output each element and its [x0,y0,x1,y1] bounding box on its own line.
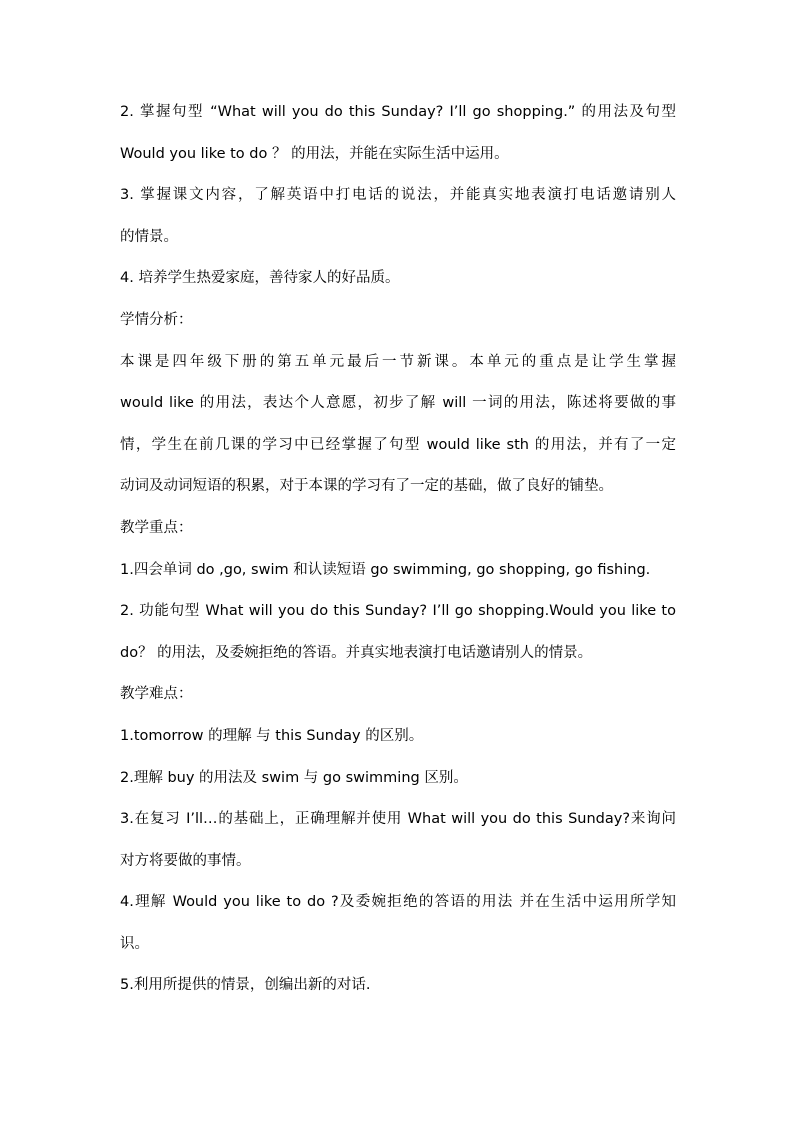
document-page [120,92,676,1007]
text-line-5: 4. 培养学生热爱家庭，善待家人的好品质。 [120,270,400,287]
text-line-22: 5.利用所提供的情景，创编出新的对话. [120,977,371,994]
text-line-1: 2. 掌握句型 “What will you do this Sunday? I’ll go shopping.” 的用法及句型 [120,104,676,120]
text-line-16: 1.tomorrow 的理解 与 this Sunday 的区别。 [120,727,424,744]
text-line-21: 识。 [120,935,149,952]
text-line-2: Would you like to do ？ 的用法，并能在实际生活中运用。 [120,145,509,162]
text-line-12: 1.四会单词 do ,go, swim 和认读短语 go swimming, go shopping, go fishing. [120,561,651,578]
text-line-19: 对方将要做的事情。 [120,852,251,869]
text-line-8: would like 的用法，表达个人意愿，初步了解 will 一词的用法，陈述将要做的事 [120,395,676,412]
text-line-7: 本课是四年级下册的第五单元最后一节新课。本单元的重点是让学生掌握 [120,353,676,370]
text-line-14: do？ 的用法，及委婉拒绝的答语。并真实地表演打电话邀请别人的情景。 [120,644,593,661]
text-line-13: 2. 功能句型 What will you do this Sunday? I’ll go shopping.Would you like to [120,603,676,620]
section-heading-key-points: 教学重点： [120,519,193,536]
text-line-18: 3.在复习 I’ll…的基础上，正确理解并使用 What will you do this Sunday?来询问 [120,811,676,828]
section-heading-learning-analysis: 学情分析： [120,311,193,328]
text-line-4: 的情景。 [120,228,178,245]
text-line-20: 4.理解 Would you like to do ?及委婉拒绝的答语的用法 并在生活中运用所学知 [120,894,676,911]
text-line-3: 3. 掌握课文内容，了解英语中打电话的说法，并能真实地表演打电话邀请别人 [120,187,676,204]
section-heading-difficulties: 教学难点： [120,686,193,703]
text-line-17: 2.理解 buy 的用法及 swim 与 go swimming 区别。 [120,769,468,786]
text-line-10: 动词及动词短语的积累，对于本课的学习有了一定的基础，做了良好的铺垫。 [120,478,613,495]
text-line-9: 情，学生在前几课的学习中已经掌握了句型 would like sth 的用法，并有了一定 [120,436,676,453]
